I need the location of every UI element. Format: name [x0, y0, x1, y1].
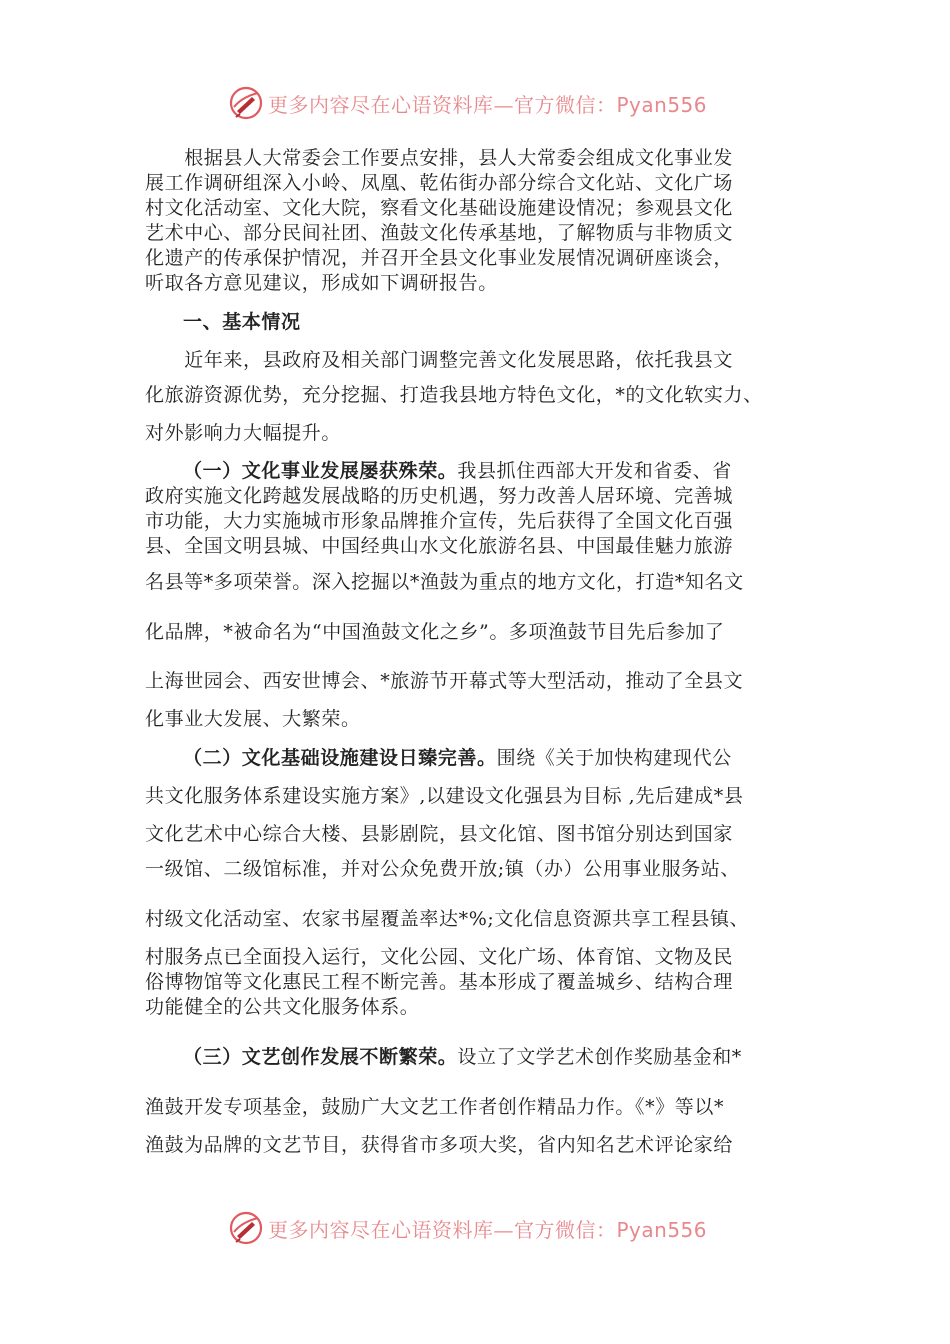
subheading: （一）文化事业发展屡获殊荣。	[183, 460, 458, 482]
text-line: 化遗产的传承保护情况，并召开全县文化事业发展情况调研座谈会，	[145, 247, 734, 269]
text-line: 村文化活动室、文化大院，察看文化基础设施建设情况；参观县文化	[145, 197, 734, 219]
text-line: 县、全国文明县城、中国经典山水文化旅游名县、中国最佳魅力旅游	[145, 535, 734, 557]
watermark-banner-bottom	[228, 1208, 707, 1248]
text-line: 上海世园会、西安世博会、*旅游节开幕式等大型活动，推动了全县文	[145, 670, 744, 692]
text-line: 化旅游资源优势，充分挖掘、打造我县地方特色文化，*的文化软实力、	[145, 384, 763, 406]
watermark-text: 更多内容尽在心语资料库—官方微信：Pyan556	[268, 1217, 708, 1242]
watermark-banner-top	[228, 83, 707, 123]
text-line: 渔鼓为品牌的文艺节目，获得省市多项大奖，省内知名艺术评论家给	[145, 1134, 734, 1156]
text-line: 对外影响力大幅提升。	[145, 422, 342, 444]
text-line: 政府实施文化跨越发展战略的历史机遇，努力改善人居环境、完善城	[145, 485, 734, 507]
section-heading: 一、基本情况	[183, 311, 301, 333]
text-line: 近年来，县政府及相关部门调整完善文化发展思路，依托我县文	[145, 349, 734, 371]
text-line: 村级文化活动室、农家书屋覆盖率达*%;文化信息资源共享工程县镇、	[145, 908, 750, 930]
text-line: 市功能，大力实施城市形象品牌推介宣传，先后获得了全国文化百强	[145, 510, 734, 532]
watermark-text: 更多内容尽在心语资料库—官方微信：Pyan556	[268, 92, 708, 117]
subheading: （二）文化基础设施建设日臻完善。	[183, 747, 497, 769]
subheading: （三）文艺创作发展不断繁荣。	[183, 1046, 458, 1068]
text-line: 功能健全的公共文化服务体系。	[145, 996, 420, 1018]
text-line: 听取各方意见建议，形成如下调研报告。	[145, 272, 498, 294]
text-line: （一）文化事业发展屡获殊荣。我县抓住西部大开发和省委、省	[183, 460, 732, 482]
text-line: 共文化服务体系建设实施方案》,以建设文化强县为目标 ,先后建成*县	[145, 785, 744, 807]
text-line: 艺术中心、部分民间社团、渔鼓文化传承基地，了解物质与非物质文	[145, 222, 734, 244]
quill-logo-icon	[228, 85, 264, 121]
text-line: 化品牌，*被命名为“中国渔鼓文化之乡”。多项渔鼓节目先后参加了	[145, 621, 725, 643]
text-line: 文化艺术中心综合大楼、县影剧院，县文化馆、图书馆分别达到国家	[145, 823, 734, 845]
text-line: 渔鼓开发专项基金，鼓励广大文艺工作者创作精品力作。《*》等以*	[145, 1096, 725, 1118]
text-line: 俗博物馆等文化惠民工程不断完善。基本形成了覆盖城乡、结构合理	[145, 971, 734, 993]
quill-logo-icon	[228, 1210, 264, 1246]
text-line: （三）文艺创作发展不断繁荣。设立了文学艺术创作奖励基金和*	[183, 1046, 742, 1068]
text-line: 一级馆、二级馆标准，并对公众免费开放;镇（办）公用事业服务站、	[145, 858, 741, 880]
text-line: 村服务点已全面投入运行，文化公园、文化广场、体育馆、文物及民	[145, 946, 734, 968]
text-line: （二）文化基础设施建设日臻完善。围绕《关于加快构建现代公	[183, 747, 732, 769]
text-line: 名县等*多项荣誉。深入挖掘以*渔鼓为重点的地方文化，打造*知名文	[145, 571, 744, 593]
text-line: 根据县人大常委会工作要点安排，县人大常委会组成文化事业发	[145, 147, 734, 169]
text-line: 展工作调研组深入小岭、凤凰、乾佑街办部分综合文化站、文化广场	[145, 172, 734, 194]
text-line: 化事业大发展、大繁荣。	[145, 708, 361, 730]
